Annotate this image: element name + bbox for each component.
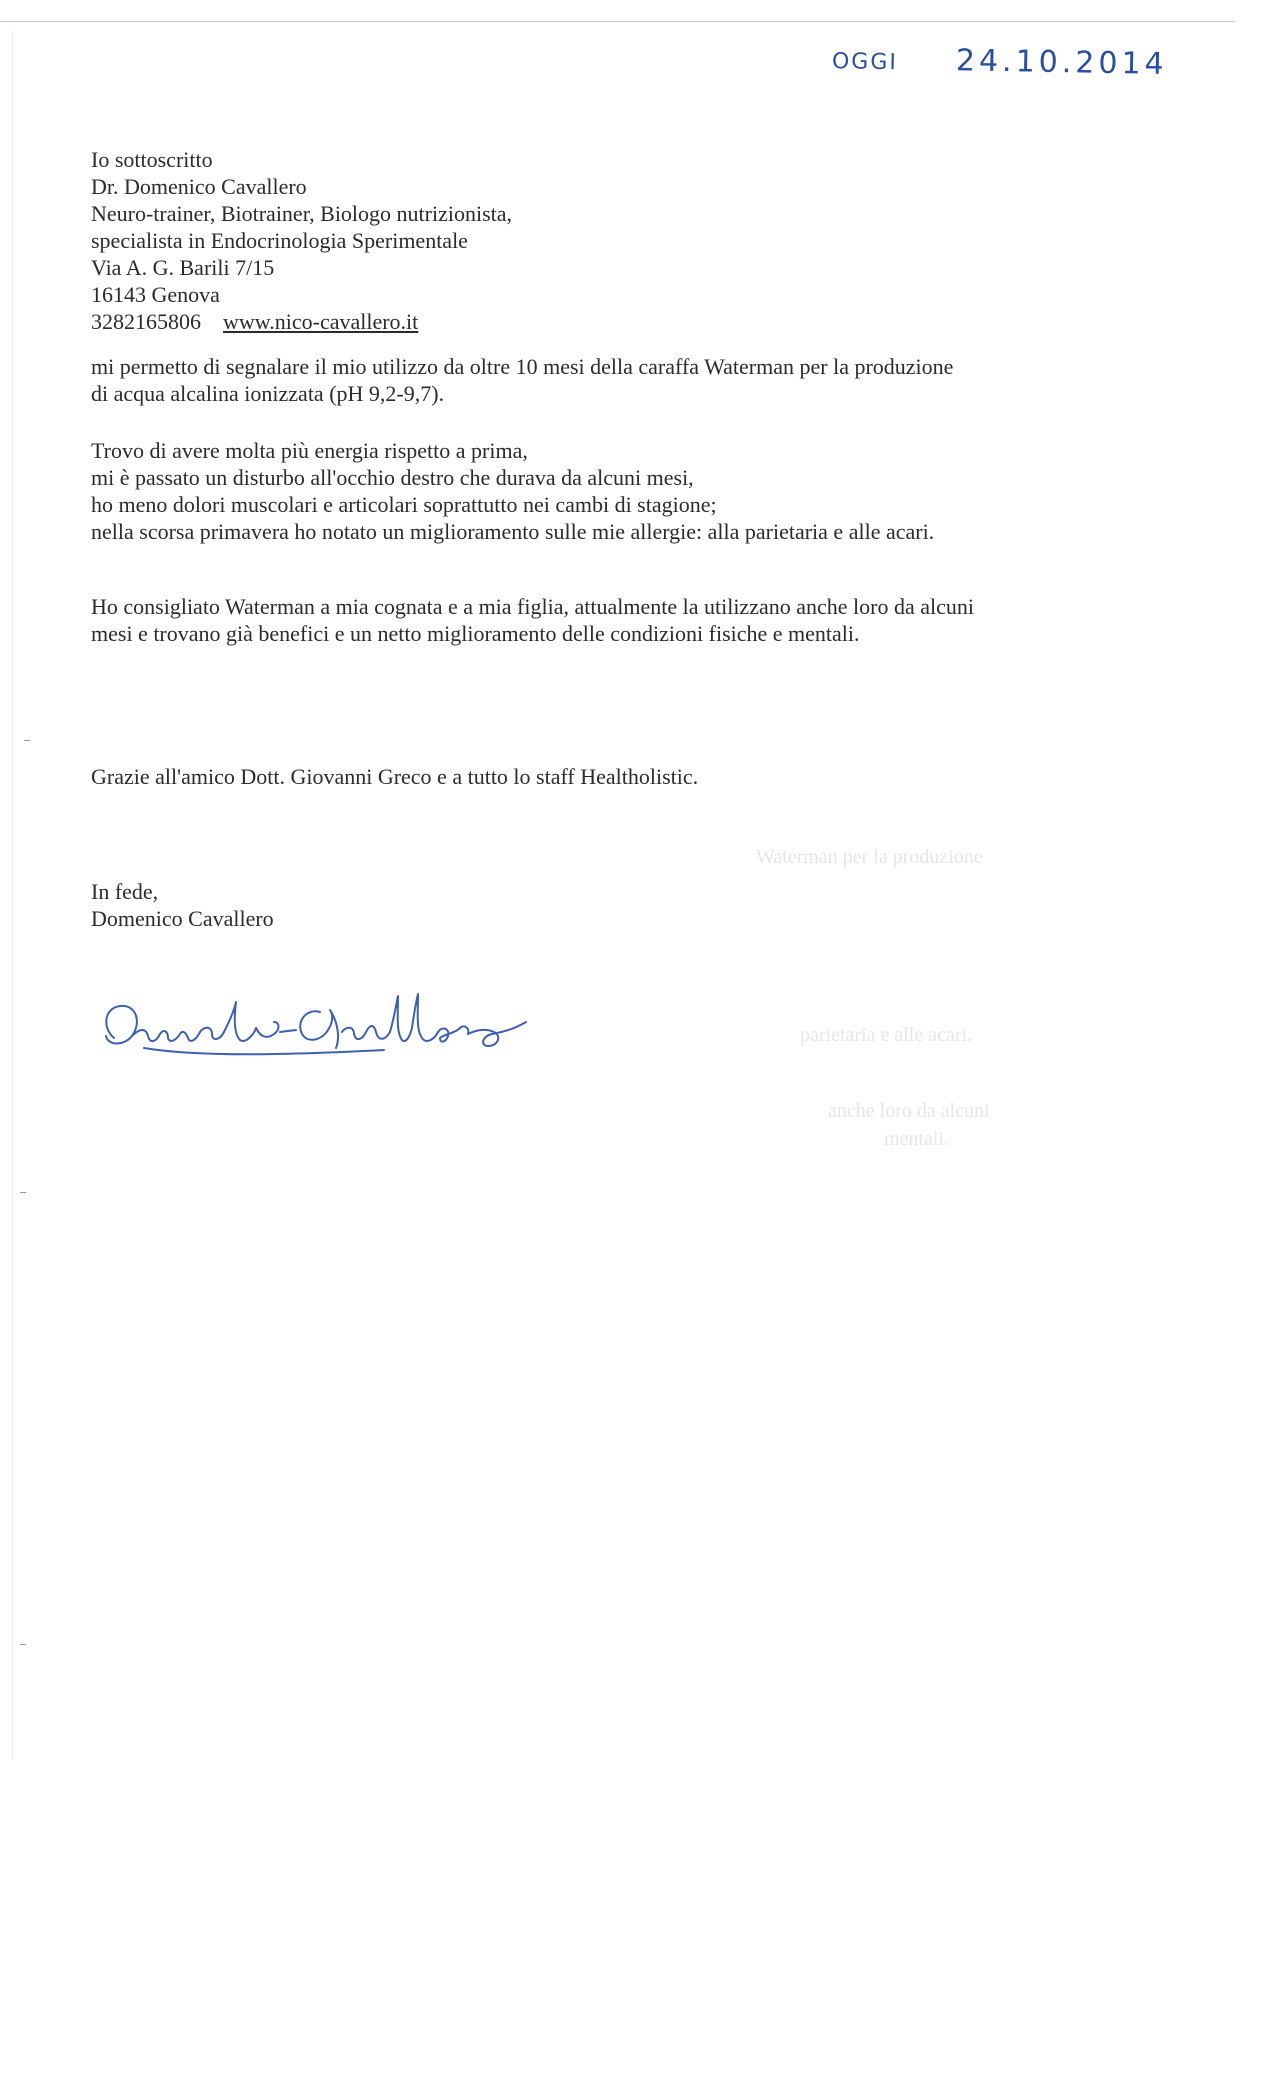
closing-salutation: In fede, (91, 879, 159, 904)
closing-name: Domenico Cavallero (91, 906, 274, 931)
effects-line: nella scorsa primavera ho notato un miglioramento sulle mie allergie: alla parietaria e alle acari. (91, 519, 935, 544)
date-prefix: OGGI (831, 49, 899, 76)
handwritten-date-note (832, 41, 1168, 82)
bleed-through-text: Waterman per la produzione (756, 846, 983, 868)
bleed-through-text: parietaria e alle acari. (800, 1024, 973, 1046)
closing-block (91, 878, 1091, 932)
scan-edge (12, 30, 13, 1760)
effects-paragraph (91, 437, 1091, 545)
effects-line: ho meno dolori muscolari e articolari soprattutto nei cambi di stagione; (91, 492, 717, 517)
sender-line: Io sottoscritto (91, 147, 213, 172)
website-link[interactable]: www.nico-cavallero.it (223, 309, 419, 334)
date-value: 24.10.2014 (955, 43, 1168, 82)
letter-body (91, 146, 1091, 932)
intro-line: di acqua alcalina ionizzata (pH 9,2-9,7). (91, 381, 445, 406)
sender-line: Via A. G. Barili 7/15 (91, 255, 275, 280)
scan-mark (20, 1644, 26, 1645)
sender-line: specialista in Endocrinologia Sperimentale (91, 228, 468, 253)
sender-block (91, 146, 1091, 335)
sender-line: 16143 Genova (91, 282, 220, 307)
effects-line: Trovo di avere molta più energia rispetto a prima, (91, 438, 528, 463)
advice-paragraph (91, 593, 1091, 647)
scan-top-rule (0, 21, 1235, 22)
sender-line: Neuro-trainer, Biotrainer, Biologo nutrizionista, (91, 201, 513, 226)
sender-line: Dr. Domenico Cavallero (91, 174, 307, 199)
handwritten-signature (84, 988, 554, 1074)
effects-line: mi è passato un disturbo all'occhio destro che durava da alcuni mesi, (91, 465, 694, 490)
contact-line (91, 308, 1091, 335)
thanks-line: Grazie all'amico Dott. Giovanni Greco e a tutto lo staff Healtholistic. (91, 764, 699, 789)
bleed-through-text: mentali. (884, 1128, 949, 1150)
intro-paragraph (91, 353, 1091, 407)
advice-line: Ho consigliato Waterman a mia cognata e a mia figlia, attualmente la utilizzano anche loro da alcuni (91, 594, 974, 619)
scan-mark (20, 1192, 26, 1193)
phone-number: 3282165806 (91, 309, 201, 334)
scan-mark (24, 740, 30, 741)
thanks-paragraph (91, 763, 1091, 790)
bleed-through-text: anche loro da alcuni (828, 1100, 990, 1122)
intro-line: mi permetto di segnalare il mio utilizzo da oltre 10 mesi della caraffa Waterman per la produzione (91, 354, 954, 379)
advice-line: mesi e trovano già benefici e un netto miglioramento delle condizioni fisiche e mentali. (91, 621, 860, 646)
